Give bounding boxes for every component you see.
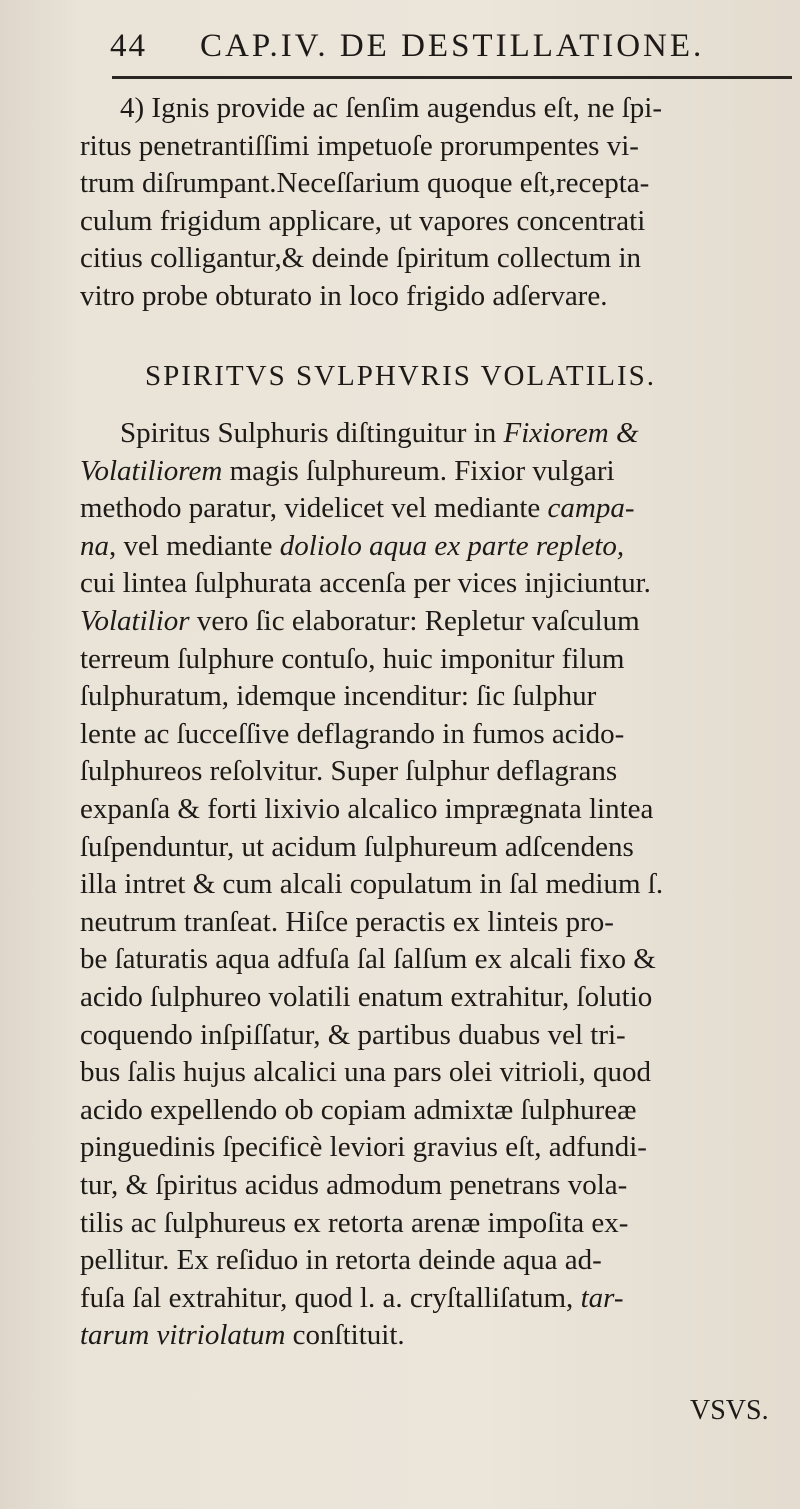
text-line <box>80 791 653 827</box>
header-rule <box>112 76 792 79</box>
roman-text: tur, & ſpiritus acidus admodum penetrans vola- <box>80 1169 628 1201</box>
catchword: VSVS. <box>690 1395 769 1426</box>
roman-text: pellitur. Ex reſiduo in retorta deinde aqua ad- <box>80 1244 602 1277</box>
roman-text: bus ſalis hujus alcalici una pars olei vitrioli, quod <box>80 1056 652 1089</box>
roman-text: vero ſic elaboratur: Repletur vaſculum <box>189 605 640 637</box>
italic-text: campa- <box>547 492 635 525</box>
italic-text: doliolo aqua ex parte repleto, <box>279 529 625 562</box>
text-line <box>80 1280 623 1316</box>
text-line <box>120 415 639 451</box>
text-line <box>80 528 624 564</box>
text-line: ritus penetrantiſſimi impetuoſe prorumpentes vi- <box>80 129 639 162</box>
roman-text: cui lintea ſulphurata accenſa per vices injiciuntur. <box>80 567 651 600</box>
text-line <box>80 753 617 789</box>
text-line: vitro probe obturato in loco frigido adſervare. <box>80 280 608 312</box>
roman-text: ſuſpenduntur, ut acidum ſulphureum adſcendens <box>80 830 634 863</box>
roman-text: magis ſulphureum. Fixior vulgari <box>222 454 615 487</box>
italic-text: tarum vitriolatum <box>80 1319 286 1352</box>
roman-text: neutrum tranſeat. Hiſce peractis ex linteis pro- <box>80 905 614 938</box>
running-title: CAP.IV. DE DESTILLATIONE. <box>200 28 705 64</box>
running-header <box>110 28 790 76</box>
text-line <box>80 1167 627 1203</box>
roman-text: coquendo inſpiſſatur, & partibus duabus vel tri- <box>80 1018 626 1051</box>
text-line: 4) Ignis provide ac ſenſim augendus eſt, ne ſpi- <box>120 92 662 124</box>
roman-text: pinguedinis ſpecificè leviori gravius eſt, adfundi- <box>80 1131 647 1164</box>
text-line <box>80 1205 628 1241</box>
text-line <box>80 1129 647 1165</box>
text-line <box>80 941 656 977</box>
italic-text: na <box>80 529 109 562</box>
text-line <box>80 866 663 902</box>
roman-text: expanſa & forti lixivio alcalico imprægnata lintea <box>80 793 654 825</box>
text-line <box>80 1054 651 1090</box>
roman-text: illa intret & cum alcali copulatum in ſal medium ſ. <box>80 868 664 901</box>
text-line <box>80 453 615 489</box>
text-line <box>80 979 652 1015</box>
roman-text: ſulphureos reſolvitur. Super ſulphur deflagrans <box>80 755 618 788</box>
roman-text: terreum ſulphure contuſo, huic imponitur filum <box>80 642 625 675</box>
roman-text: acido expellendo ob copiam admixtæ ſulphureæ <box>80 1093 637 1126</box>
roman-text: methodo paratur, videlicet vel mediante <box>80 492 548 525</box>
text-line <box>80 678 596 714</box>
text-line: culum frigidum applicare, ut vapores concentrati <box>80 204 646 237</box>
text-line <box>80 565 651 601</box>
text-line <box>80 904 614 940</box>
italic-text: Fixiorem & <box>503 417 639 449</box>
text-line <box>80 716 624 752</box>
text-line: citius colligantur,& deinde ſpiritum collectum in <box>80 242 641 275</box>
text-line <box>80 1317 405 1353</box>
page-number: 44 <box>110 28 147 64</box>
roman-text: fuſa ſal extrahitur, quod l. a. cryſtalliſatum, <box>80 1281 581 1314</box>
italic-text: Volatilior <box>80 605 190 637</box>
section-heading: SPIRITVS SVLPHVRIS VOLATILIS. <box>145 360 657 392</box>
text-line <box>80 603 640 639</box>
roman-text: Spiritus Sulphuris diſtinguitur in <box>120 417 504 449</box>
text-line <box>80 641 624 677</box>
roman-text: tilis ac ſulphureus ex retorta arenæ impoſita ex- <box>80 1206 629 1239</box>
text-line <box>80 1242 602 1278</box>
italic-text: tar- <box>580 1281 624 1314</box>
roman-text: conſtituit. <box>285 1319 405 1352</box>
roman-text: be ſaturatis aqua adfuſa ſal ſalſum ex alcali fixo & <box>80 943 656 976</box>
text-line <box>80 490 634 526</box>
italic-text: Volatiliorem <box>80 454 223 487</box>
text-line: trum diſrumpant.Neceſſarium quoque eſt,recepta- <box>80 167 650 200</box>
roman-text: lente ac ſucceſſive deflagrando in fumos acido- <box>80 717 625 750</box>
text-line <box>80 1092 637 1128</box>
roman-text: acido ſulphureo volatili enatum extrahitur, ſolutio <box>80 981 653 1013</box>
roman-text: ſulphuratum, idemque incenditur: ſic ſulphur <box>80 680 597 713</box>
roman-text: , vel mediante <box>109 529 280 562</box>
text-line <box>80 829 634 865</box>
text-line <box>80 1017 626 1053</box>
